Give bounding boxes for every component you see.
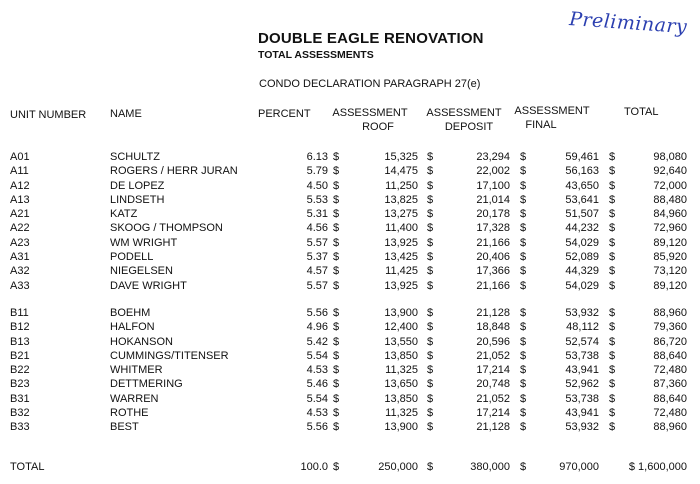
final-assessment: 43,941 — [565, 364, 599, 377]
dollar-sign: $ — [427, 222, 434, 235]
deposit-assessment: 18,848 — [476, 321, 510, 334]
dollar-sign: $ — [333, 179, 340, 192]
totals-row — [0, 460, 700, 474]
total-value: 72,480 — [653, 364, 687, 377]
dollar-sign: $ — [427, 165, 434, 178]
total-value: 72,000 — [653, 179, 687, 192]
unit-number: B13 — [10, 335, 30, 348]
unit-number: A32 — [10, 265, 30, 278]
header-total: TOTAL — [624, 106, 659, 118]
dollar-sign: $ — [609, 179, 616, 192]
final-assessment: 43,941 — [565, 407, 599, 420]
deposit-assessment: 20,748 — [476, 378, 510, 391]
unit-number: B33 — [10, 421, 30, 434]
header-final-line1: ASSESSMENT — [514, 105, 590, 117]
dollar-sign: $ — [609, 208, 616, 221]
dollar-sign: $ — [333, 165, 340, 178]
deposit-assessment: 20,596 — [476, 335, 510, 348]
dollar-sign: $ — [427, 421, 434, 434]
total-value: 98,080 — [653, 151, 687, 163]
owner-name: WM WRIGHT — [110, 236, 178, 249]
total-value: 87,360 — [653, 378, 687, 391]
deposit-assessment: 21,052 — [476, 392, 510, 405]
unit-number: B31 — [10, 392, 30, 405]
roof-assessment: 11,425 — [385, 265, 418, 278]
totals-roof: 250,000 — [378, 461, 418, 473]
deposit-assessment: 21,166 — [476, 279, 510, 292]
dollar-sign: $ — [609, 378, 616, 391]
totals-total: $ 1,600,000 — [628, 461, 687, 473]
header-percent: PERCENT — [258, 108, 311, 120]
roof-assessment: 13,925 — [384, 236, 418, 249]
dollar-sign: $ — [333, 421, 340, 434]
dollar-sign: $ — [333, 222, 340, 235]
percent-value: 5.56 — [306, 421, 328, 434]
final-assessment: 56,163 — [565, 165, 599, 178]
header-roof-line2: ROOF — [362, 121, 394, 133]
dollar-sign: $ — [427, 193, 434, 206]
owner-name: WARREN — [110, 392, 159, 405]
percent-value: 4.53 — [306, 364, 328, 377]
deposit-assessment: 21,014 — [476, 193, 510, 206]
table-row — [0, 221, 700, 235]
dollar-sign: $ — [427, 321, 434, 334]
dollar-sign: $ — [333, 307, 340, 319]
table-row — [0, 335, 700, 349]
table-row — [0, 392, 700, 406]
deposit-assessment: 17,214 — [476, 364, 510, 377]
dollar-sign: $ — [520, 461, 527, 473]
table-row — [0, 193, 700, 207]
dollar-sign: $ — [333, 251, 340, 264]
final-assessment: 48,112 — [566, 321, 599, 334]
table-row — [0, 320, 700, 334]
percent-value: 5.79 — [306, 165, 328, 178]
final-assessment: 44,232 — [565, 222, 599, 235]
unit-number: A31 — [10, 251, 30, 264]
owner-name: CUMMINGS/TITENSER — [110, 349, 229, 362]
owner-name: PODELL — [110, 251, 154, 264]
dollar-sign: $ — [520, 193, 527, 206]
percent-value: 5.53 — [306, 193, 328, 206]
table-row — [0, 349, 700, 363]
group-b-rows — [0, 306, 700, 435]
unit-number: B12 — [10, 321, 30, 334]
percent-value: 5.42 — [306, 335, 328, 348]
percent-value: 4.57 — [306, 265, 328, 278]
dollar-sign: $ — [520, 392, 527, 405]
owner-name: ROGERS / HERR JURAN — [110, 165, 238, 178]
header-unit-number: UNIT NUMBER — [10, 109, 87, 121]
percent-value: 4.50 — [306, 179, 328, 192]
dollar-sign: $ — [427, 208, 434, 221]
dollar-sign: $ — [520, 165, 527, 178]
roof-assessment: 11,325 — [385, 407, 418, 420]
deposit-assessment: 20,178 — [476, 208, 510, 221]
total-value: 89,120 — [653, 279, 687, 292]
dollar-sign: $ — [333, 392, 340, 405]
total-value: 88,960 — [653, 307, 687, 319]
owner-name: HOKANSON — [110, 335, 173, 348]
percent-value: 5.56 — [306, 307, 328, 319]
roof-assessment: 13,900 — [384, 307, 418, 319]
dollar-sign: $ — [333, 208, 340, 221]
owner-name: DETTMERING — [110, 378, 183, 391]
table-row — [0, 207, 700, 221]
dollar-sign: $ — [427, 151, 434, 163]
total-value: 86,720 — [653, 335, 687, 348]
document-title: DOUBLE EAGLE RENOVATION — [258, 30, 484, 47]
roof-assessment: 13,275 — [384, 208, 418, 221]
percent-value: 5.57 — [306, 236, 328, 249]
roof-assessment: 13,850 — [384, 392, 418, 405]
dollar-sign: $ — [609, 165, 616, 178]
dollar-sign: $ — [333, 193, 340, 206]
dollar-sign: $ — [520, 151, 527, 163]
handwritten-note: Preliminary — [568, 8, 688, 39]
roof-assessment: 12,400 — [384, 321, 418, 334]
header-assessment-deposit — [422, 106, 506, 134]
deposit-assessment: 20,406 — [476, 251, 510, 264]
dollar-sign: $ — [333, 461, 340, 473]
dollar-sign: $ — [333, 364, 340, 377]
percent-value: 5.46 — [306, 378, 328, 391]
final-assessment: 54,029 — [565, 279, 599, 292]
total-value: 73,120 — [653, 265, 687, 278]
dollar-sign: $ — [520, 378, 527, 391]
unit-number: B22 — [10, 364, 30, 377]
table-row — [0, 377, 700, 391]
table-row — [0, 264, 700, 278]
header-assessment-roof — [328, 106, 412, 134]
final-assessment: 53,932 — [565, 307, 599, 319]
final-assessment: 51,507 — [565, 208, 599, 221]
dollar-sign: $ — [333, 279, 340, 292]
final-assessment: 43,650 — [565, 179, 599, 192]
owner-name: WHITMER — [110, 364, 163, 377]
dollar-sign: $ — [427, 251, 434, 264]
unit-number: B32 — [10, 407, 30, 420]
deposit-assessment: 21,128 — [476, 421, 510, 434]
deposit-assessment: 17,100 — [476, 179, 510, 192]
owner-name: NIEGELSEN — [110, 265, 173, 278]
group-a-rows — [0, 150, 700, 293]
unit-number: B21 — [10, 349, 30, 362]
table-row — [0, 150, 700, 164]
totals-label: TOTAL — [10, 461, 45, 473]
percent-value: 5.37 — [306, 251, 328, 264]
header-roof-line1: ASSESSMENT — [332, 107, 408, 119]
dollar-sign: $ — [333, 407, 340, 420]
total-value: 84,960 — [653, 208, 687, 221]
final-assessment: 54,029 — [565, 236, 599, 249]
document-subtitle: TOTAL ASSESSMENTS — [258, 49, 374, 61]
roof-assessment: 13,825 — [384, 193, 418, 206]
dollar-sign: $ — [427, 378, 434, 391]
owner-name: DE LOPEZ — [110, 179, 165, 192]
percent-value: 4.96 — [306, 321, 328, 334]
table-row — [0, 306, 700, 320]
paragraph-reference: CONDO DECLARATION PARAGRAPH 27(e) — [259, 78, 481, 90]
percent-value: 5.54 — [306, 392, 328, 405]
final-assessment: 44,329 — [565, 265, 599, 278]
owner-name: BEST — [110, 421, 139, 434]
deposit-assessment: 17,328 — [476, 222, 510, 235]
unit-number: A22 — [10, 222, 30, 235]
roof-assessment: 13,550 — [384, 335, 418, 348]
dollar-sign: $ — [520, 364, 527, 377]
roof-assessment: 13,850 — [384, 349, 418, 362]
table-row — [0, 363, 700, 377]
total-value: 88,480 — [653, 193, 687, 206]
unit-number: A01 — [10, 151, 30, 163]
total-value: 88,640 — [653, 392, 687, 405]
table-row — [0, 236, 700, 250]
owner-name: DAVE WRIGHT — [110, 279, 187, 292]
dollar-sign: $ — [609, 222, 616, 235]
dollar-sign: $ — [333, 236, 340, 249]
dollar-sign: $ — [520, 279, 527, 292]
roof-assessment: 11,325 — [385, 364, 418, 377]
dollar-sign: $ — [609, 279, 616, 292]
deposit-assessment: 17,366 — [476, 265, 510, 278]
dollar-sign: $ — [520, 208, 527, 221]
dollar-sign: $ — [427, 349, 434, 362]
owner-name: ROTHE — [110, 407, 149, 420]
percent-value: 4.53 — [306, 407, 328, 420]
dollar-sign: $ — [427, 265, 434, 278]
dollar-sign: $ — [427, 461, 434, 473]
table-row — [0, 164, 700, 178]
owner-name: BOEHM — [110, 307, 151, 319]
deposit-assessment: 22,002 — [476, 165, 510, 178]
owner-name: SCHULTZ — [110, 151, 160, 163]
roof-assessment: 15,325 — [384, 151, 418, 163]
dollar-sign: $ — [609, 321, 616, 334]
dollar-sign: $ — [609, 421, 616, 434]
dollar-sign: $ — [333, 151, 340, 163]
dollar-sign: $ — [520, 251, 527, 264]
final-assessment: 53,641 — [565, 193, 599, 206]
final-assessment: 52,574 — [565, 335, 599, 348]
roof-assessment: 13,650 — [384, 378, 418, 391]
unit-number: A12 — [10, 179, 30, 192]
dollar-sign: $ — [427, 307, 434, 319]
dollar-sign: $ — [520, 335, 527, 348]
roof-assessment: 14,475 — [384, 165, 418, 178]
owner-name: KATZ — [110, 208, 138, 221]
dollar-sign: $ — [609, 407, 616, 420]
dollar-sign: $ — [520, 421, 527, 434]
dollar-sign: $ — [333, 378, 340, 391]
roof-assessment: 13,925 — [384, 279, 418, 292]
dollar-sign: $ — [427, 407, 434, 420]
dollar-sign: $ — [609, 251, 616, 264]
total-value: 89,120 — [653, 236, 687, 249]
unit-number: A13 — [10, 193, 30, 206]
deposit-assessment: 23,294 — [476, 151, 510, 163]
table-row — [0, 406, 700, 420]
dollar-sign: $ — [609, 151, 616, 163]
roof-assessment: 13,425 — [384, 251, 418, 264]
total-value: 92,640 — [653, 165, 687, 178]
unit-number: A33 — [10, 279, 30, 292]
total-value: 72,960 — [653, 222, 687, 235]
percent-value: 6.13 — [306, 151, 328, 163]
dollar-sign: $ — [333, 335, 340, 348]
percent-value: 5.31 — [306, 208, 328, 221]
dollar-sign: $ — [333, 321, 340, 334]
percent-value: 5.54 — [306, 349, 328, 362]
dollar-sign: $ — [427, 364, 434, 377]
dollar-sign: $ — [609, 335, 616, 348]
dollar-sign: $ — [520, 321, 527, 334]
dollar-sign: $ — [427, 335, 434, 348]
dollar-sign: $ — [520, 222, 527, 235]
deposit-assessment: 21,052 — [476, 349, 510, 362]
total-value: 85,920 — [653, 251, 687, 264]
total-value: 88,960 — [653, 421, 687, 434]
unit-number: A21 — [10, 208, 30, 221]
owner-name: HALFON — [110, 321, 155, 334]
total-value: 72,480 — [653, 407, 687, 420]
owner-name: SKOOG / THOMPSON — [110, 222, 223, 235]
final-assessment: 53,738 — [565, 392, 599, 405]
dollar-sign: $ — [609, 236, 616, 249]
deposit-assessment: 21,128 — [476, 307, 510, 319]
final-assessment: 53,738 — [565, 349, 599, 362]
dollar-sign: $ — [520, 307, 527, 319]
roof-assessment: 11,400 — [385, 222, 418, 235]
deposit-assessment: 17,214 — [476, 407, 510, 420]
final-assessment: 52,962 — [565, 378, 599, 391]
owner-name: LINDSETH — [110, 193, 165, 206]
table-row — [0, 179, 700, 193]
unit-number: B23 — [10, 378, 30, 391]
percent-value: 4.56 — [306, 222, 328, 235]
dollar-sign: $ — [609, 193, 616, 206]
dollar-sign: $ — [333, 349, 340, 362]
header-deposit-line1: ASSESSMENT — [426, 107, 502, 119]
roof-assessment: 13,900 — [384, 421, 418, 434]
unit-number: A11 — [10, 165, 29, 178]
dollar-sign: $ — [427, 392, 434, 405]
dollar-sign: $ — [609, 307, 616, 319]
dollar-sign: $ — [609, 364, 616, 377]
dollar-sign: $ — [427, 236, 434, 249]
final-assessment: 59,461 — [565, 151, 599, 163]
dollar-sign: $ — [427, 179, 434, 192]
totals-percent: 100.0 — [300, 461, 328, 473]
dollar-sign: $ — [520, 349, 527, 362]
totals-final: 970,000 — [559, 461, 599, 473]
table-row — [0, 420, 700, 434]
total-value: 79,360 — [653, 321, 687, 334]
dollar-sign: $ — [520, 236, 527, 249]
dollar-sign: $ — [609, 392, 616, 405]
unit-number: B11 — [10, 307, 29, 319]
final-assessment: 52,089 — [565, 251, 599, 264]
dollar-sign: $ — [520, 179, 527, 192]
roof-assessment: 11,250 — [385, 179, 418, 192]
dollar-sign: $ — [520, 407, 527, 420]
dollar-sign: $ — [609, 349, 616, 362]
header-assessment-final — [510, 104, 594, 132]
percent-value: 5.57 — [306, 279, 328, 292]
deposit-assessment: 21,166 — [476, 236, 510, 249]
totals-deposit: 380,000 — [470, 461, 510, 473]
header-final-line2: FINAL — [525, 119, 557, 131]
dollar-sign: $ — [609, 265, 616, 278]
table-row — [0, 250, 700, 264]
total-value: 88,640 — [653, 349, 687, 362]
final-assessment: 53,932 — [565, 421, 599, 434]
dollar-sign: $ — [520, 265, 527, 278]
dollar-sign: $ — [333, 265, 340, 278]
table-row — [0, 279, 700, 293]
dollar-sign: $ — [427, 279, 434, 292]
header-name: NAME — [110, 108, 142, 120]
header-deposit-line2: DEPOSIT — [444, 121, 494, 133]
unit-number: A23 — [10, 236, 30, 249]
